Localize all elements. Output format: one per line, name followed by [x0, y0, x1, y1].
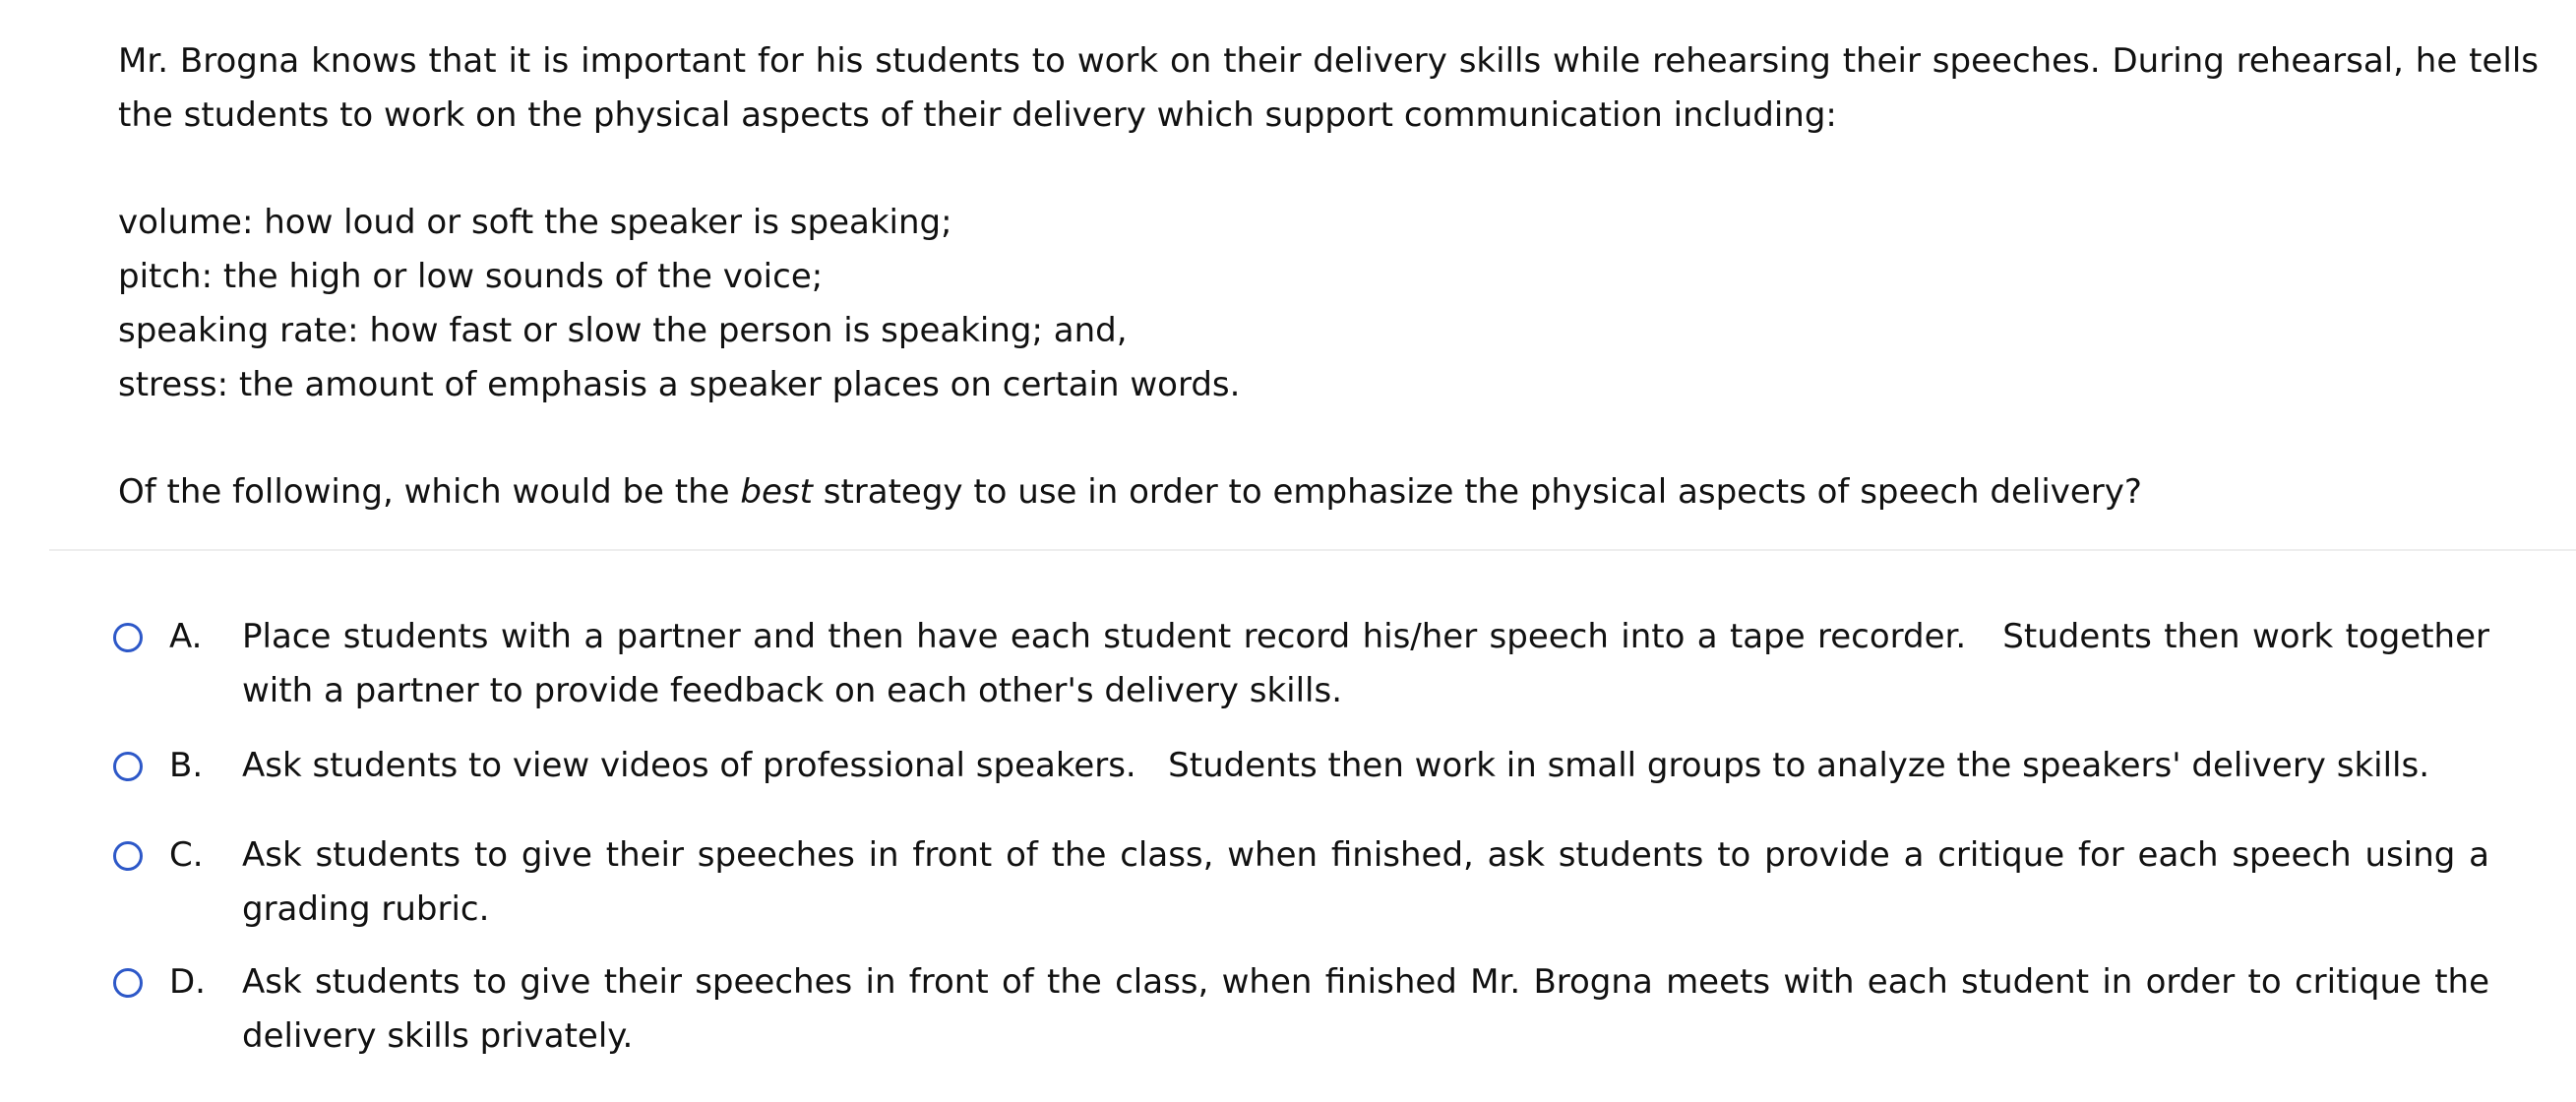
aspect-speaking-rate: speaking rate: how fast or slow the person is speaking; and,: [118, 311, 1128, 350]
question-intro: Mr. Brogna knows that it is important for his students to work on their delivery skills while rehearsing their speeches. During rehearsal, he tells the students to work on the physical aspects of their delivery which support communication including:: [118, 41, 2539, 135]
delivery-aspects-list: [118, 196, 2539, 412]
aspect-volume: volume: how loud or soft the speaker is speaking;: [118, 203, 952, 242]
choice-c-radio[interactable]: [113, 841, 143, 871]
choice-d-letter: D.: [169, 962, 206, 1002]
question-prompt-emphasis: best: [740, 472, 813, 512]
choice-c-text: Ask students to give their speeches in front of the class, when finished, ask students to provide a critique for each speech using a grading rubric.: [242, 835, 2489, 929]
aspect-pitch: pitch: the high or low sounds of the voice;: [118, 257, 824, 296]
choice-d-text: Ask students to give their speeches in front of the class, when finished Mr. Brogna meets with each student in order to critique the delivery skills privately.: [242, 962, 2489, 1056]
divider: [49, 549, 2576, 551]
choice-c-letter: C.: [169, 835, 204, 875]
question-prompt-end: strategy to use in order to emphasize the physical aspects of speech delivery?: [812, 472, 2142, 512]
choice-a-radio[interactable]: [113, 623, 143, 652]
choice-b-text: Ask students to view videos of professional speakers. Students then work in small groups to analyze the speakers' delivery skills.: [242, 746, 2429, 785]
question-prompt: [118, 465, 2539, 520]
choice-a-letter: A.: [169, 617, 203, 656]
question-prompt-start: Of the following, which would be the: [118, 472, 741, 512]
choice-b-letter: B.: [169, 746, 204, 785]
choice-a-text: Place students with a partner and then have each student record his/her speech into a tape recorder. Students then work together with a partner to provide feedback on each other's delivery skills.: [242, 617, 2489, 710]
question-stem: [118, 34, 2539, 520]
aspect-stress: stress: the amount of emphasis a speaker places on certain words.: [118, 365, 1241, 404]
choice-b-radio[interactable]: [113, 752, 143, 781]
choice-d-radio[interactable]: [113, 968, 143, 998]
